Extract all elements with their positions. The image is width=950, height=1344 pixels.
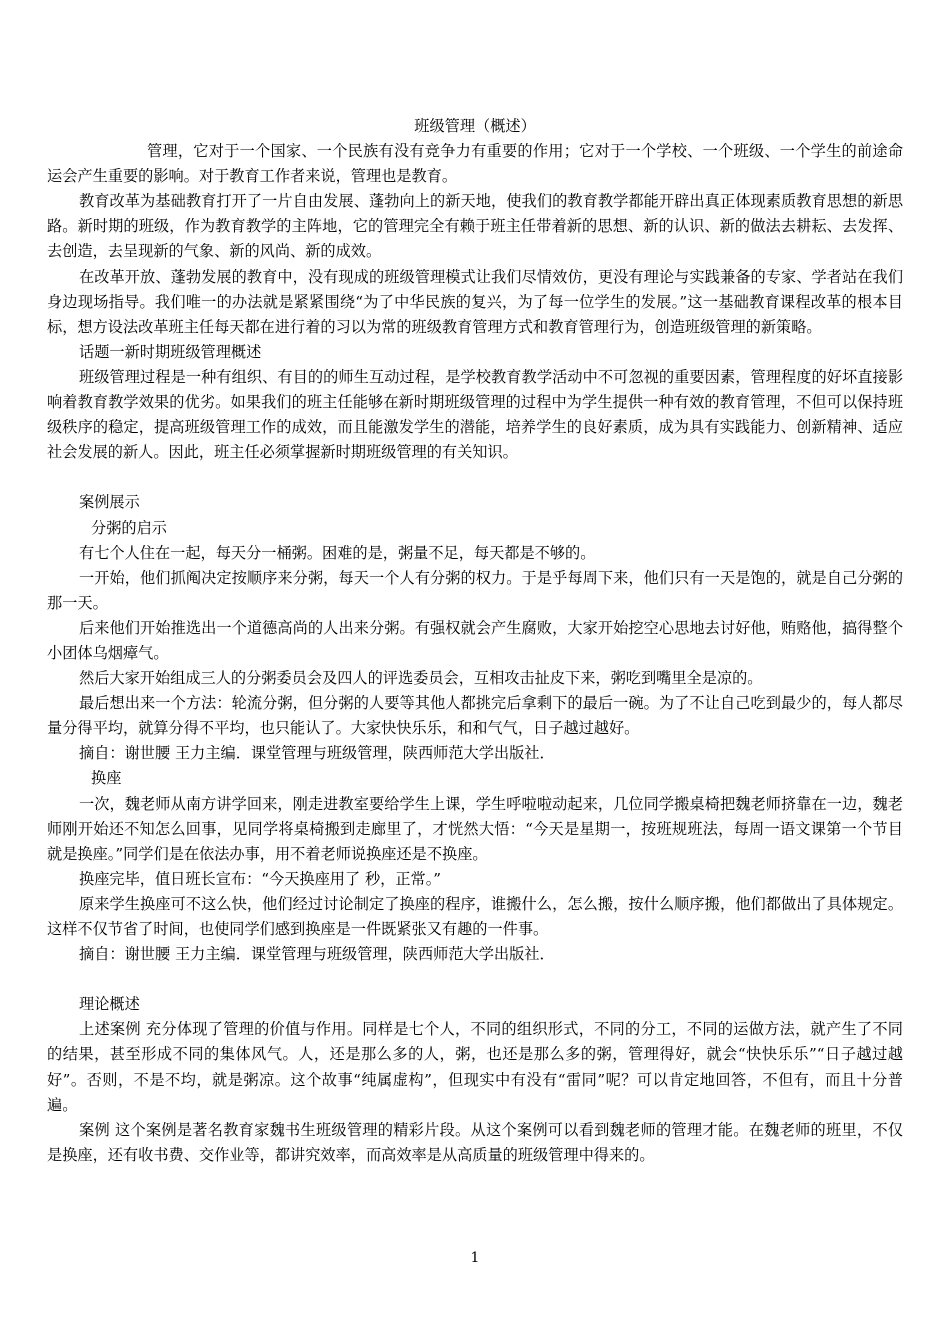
document-body	[47, 114, 903, 1168]
paragraph: 一开始，他们抓阄决定按顺序来分粥，每天一个人有分粥的权力。于是乎每周下来，他们只有一天是饱的，就是自己分粥的那一天。	[47, 568, 903, 612]
blank-line	[47, 465, 903, 490]
case-title: 换座	[91, 769, 122, 788]
section-heading: 理论概述	[79, 995, 140, 1014]
page-number: 1	[470, 1250, 480, 1266]
section-heading: 案例展示	[79, 493, 140, 512]
paragraph: 换座完毕，值日班长宣布：“今天换座用了 秒，正常。”	[79, 869, 442, 888]
paragraph: 班级管理过程是一种有组织、有目的的师生互动过程，是学校教育教学活动中不可忽视的重要因素，管理程度的好坏直接影响着教育教学效果的优劣。如果我们的班主任能够在新时期班级管理的过程中为学生提供一种有效的教育管理，不但可以保持班级秩序的稳定，提高班级管理工作的成效，而且能激发学生的潜能，培养学生的良好素质，成为具有实践能力、创新精神、适应社会发展的新人。因此，班主任必须掌握新时期班级管理的有关知识。	[47, 367, 903, 462]
paragraph: 后来他们开始推选出一个道德高尚的人出来分粥。有强权就会产生腐败，大家开始挖空心思地去讨好他，贿赂他，搞得整个小团体乌烟瘴气。	[47, 618, 903, 662]
section-heading: 话题一新时期班级管理概述	[79, 342, 262, 361]
paragraph: 最后想出来一个方法：轮流分粥，但分粥的人要等其他人都挑完后拿剩下的最后一碗。为了不让自己吃到最少的，每人都尽量分得平均，就算分得不平均，也只能认了。大家快快乐乐，和和气气，日子越过越好。	[47, 694, 903, 738]
citation: 摘自：谢世腰 王力主编．课堂管理与班级管理，陕西师范大学出版社．	[79, 744, 555, 763]
paragraph: 原来学生换座可不这么快，他们经过讨论制定了换座的程序，谁搬什么，怎么搬，按什么顺序搬，他们都做出了具体规定。这样不仅节省了时间，也使同学们感到换座是一件既紧张又有趣的一件事。	[47, 894, 903, 938]
document-title: 班级管理（概述）	[414, 117, 536, 135]
paragraph: 然后大家开始组成三人的分粥委员会及四人的评选委员会，互相攻击扯皮下来，粥吃到嘴里全是凉的。	[79, 669, 763, 688]
paragraph: 管理，它对于一个国家、一个民族有没有竞争力有重要的作用；它对于一个学校、一个班级、一个学生的前途命运会产生重要的影响。对于教育工作者来说，管理也是教育。	[47, 142, 903, 186]
paragraph: 一次，魏老师从南方讲学回来，刚走进教室要给学生上课，学生呼啦啦动起来，几位同学搬桌椅把魏老师挤靠在一边，魏老师刚开始还不知怎么回事，见同学将桌椅搬到走廊里了，才恍然大悟：“今天是星期一，按班规班法，每周一语文课第一个节目就是换座。”同学们是在依法办事，用不着老师说换座还是不换座。	[47, 794, 903, 863]
paragraph: 在改革开放、蓬勃发展的教育中，没有现成的班级管理模式让我们尽情效仿，更没有理论与实践兼备的专家、学者站在我们身边现场指导。我们唯一的办法就是紧紧围绕“为了中华民族的复兴，为了每一位学生的发展。”这一基础教育课程改革的根本目标，想方设法改革班主任每天都在进行着的习以为常的班级教育管理方式和教育管理行为，创造班级管理的新策略。	[47, 267, 903, 336]
paragraph: 上述案例 充分体现了管理的价值与作用。同样是七个人，不同的组织形式，不同的分工，不同的运做方法，就产生了不同的结果，甚至形成不同的集体风气。人，还是那么多的人，粥，也还是那么多的粥，管理得好，就会“快快乐乐”“日子越过越好”。否则，不是不均，就是粥凉。这个故事“纯属虚构”，但现实中有没有“雷同”呢？可以肯定地回答，不但有，而且十分普遍。	[47, 1020, 903, 1114]
case-title: 分粥的启示	[91, 518, 167, 537]
paragraph: 有七个人住在一起，每天分一桶粥。困难的是，粥量不足，每天都是不够的。	[79, 543, 596, 562]
blank-line	[47, 967, 903, 992]
citation: 摘自：谢世腰 王力主编．课堂管理与班级管理，陕西师范大学出版社．	[79, 945, 555, 964]
paragraph: 案例 这个案例是著名教育家魏书生班级管理的精彩片段。从这个案例可以看到魏老师的管理才能。在魏老师的班里，不仅是换座，还有收书费、交作业等，都讲究效率，而高效率是从高质量的班级管理中得来的。	[47, 1120, 903, 1164]
paragraph: 教育改革为基础教育打开了一片自由发展、蓬勃向上的新天地，使我们的教育教学都能开辟出真正体现素质教育思想的新思路。新时期的班级，作为教育教学的主阵地，它的管理完全有赖于班主任带着新的思想、新的认识、新的做法去耕耘、去发挥、去创造，去呈现新的气象、新的风尚、新的成效。	[47, 192, 903, 261]
